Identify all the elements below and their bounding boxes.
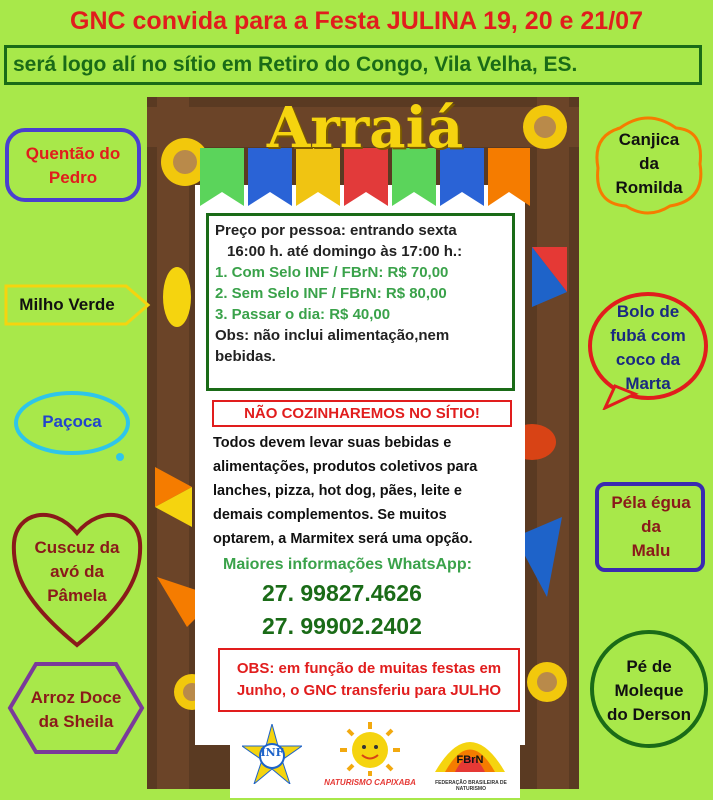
naturismo-capixaba-text: NATURISMO CAPIXABA xyxy=(324,778,416,787)
pe-label xyxy=(592,655,706,727)
whatsapp-title: Maiores informações WhatsApp: xyxy=(223,556,472,573)
phone-number-1: 27. 99827.4626 xyxy=(262,580,422,606)
phone-number-2: 27. 99902.2402 xyxy=(262,613,422,639)
quentao-line: Quentão do xyxy=(25,144,121,163)
price-item: 3. Passar o dia: R$ 40,00 xyxy=(215,306,391,323)
obs-line: OBS: em função de muitas festas em xyxy=(236,660,502,677)
logos-strip xyxy=(230,718,520,798)
bolo-line: Marta xyxy=(625,374,671,393)
pela-label xyxy=(597,491,705,563)
milho-label: Milho Verde xyxy=(19,295,115,314)
price-box xyxy=(206,213,515,391)
instructions-line: lanches, pizza, hot dog, pães, leite e xyxy=(213,483,462,499)
price-obs-line: Obs: não inclui alimentação,nem xyxy=(215,327,450,344)
cuscuz-line: avó da xyxy=(50,562,104,581)
obs-line: Junho, o GNC transferiu para JULHO xyxy=(236,682,502,699)
canjica-label xyxy=(592,128,706,200)
arroz-line: da Sheila xyxy=(38,712,114,731)
warning-title: NÃO COZINHAREMOS NO SÍTIO! xyxy=(212,400,512,427)
fbrn-logo-text: FBrN xyxy=(456,754,484,766)
sun-logo xyxy=(334,720,406,776)
obs-notice xyxy=(218,648,520,712)
pela-line: Malu xyxy=(631,541,671,560)
price-item: 1. Com Selo INF / FBrN: R$ 70,00 xyxy=(215,264,449,281)
fbrn-logo xyxy=(430,722,510,778)
cuscuz-line: Cuscuz da xyxy=(34,538,120,557)
quentao-label xyxy=(5,142,141,190)
canjica-line: Canjica xyxy=(618,130,680,149)
bolo-label xyxy=(590,300,706,396)
pela-line: da xyxy=(641,517,661,536)
inf-logo-text: INF xyxy=(260,746,284,759)
bolo-line: Bolo de xyxy=(616,302,680,321)
price-intro-line: Preço por pessoa: entrando sexta xyxy=(215,222,457,239)
page-subtitle: será logo alí no sítio em Retiro do Congo, Vila Velha, ES. xyxy=(4,45,702,85)
price-intro-line: 16:00 h. até domingo às 17:00 h.: xyxy=(227,243,463,260)
pe-line: Moleque xyxy=(614,681,684,700)
pe-line: do Derson xyxy=(606,705,692,724)
arraia-heading: Arraiá xyxy=(266,95,464,161)
instructions-line: demais complementos. Se muitos xyxy=(213,507,447,523)
canjica-line: da xyxy=(639,154,659,173)
bolo-line: coco da xyxy=(615,350,681,369)
pacoca-label: Paçoca xyxy=(42,412,102,431)
canjica-line: Romilda xyxy=(615,178,683,197)
pe-line: Pé de xyxy=(626,657,672,676)
price-obs-line: bebidas. xyxy=(215,348,276,365)
page-title: GNC convida para a Festa JULINA 19, 20 e 21/07 xyxy=(70,7,643,35)
price-item: 2. Sem Selo INF / FBrN: R$ 80,00 xyxy=(215,285,447,302)
instructions-text xyxy=(213,431,518,551)
arroz-label xyxy=(8,686,144,734)
fbrn-caption: FEDERAÇÃO BRASILEIRA DE NATURISMO xyxy=(435,780,507,792)
cuscuz-label xyxy=(16,536,138,608)
pela-line: Péla égua xyxy=(611,493,691,512)
instructions-line: Todos devem levar suas bebidas e xyxy=(213,435,452,451)
cuscuz-line: Pâmela xyxy=(47,586,107,605)
quentao-line: Pedro xyxy=(48,168,98,187)
instructions-line: alimentações, produtos coletivos para xyxy=(213,459,478,475)
instructions-line: optarem, a Marmitex será uma opção. xyxy=(213,531,473,547)
arroz-line: Arroz Doce xyxy=(30,688,122,707)
bolo-line: fubá com xyxy=(610,326,686,345)
